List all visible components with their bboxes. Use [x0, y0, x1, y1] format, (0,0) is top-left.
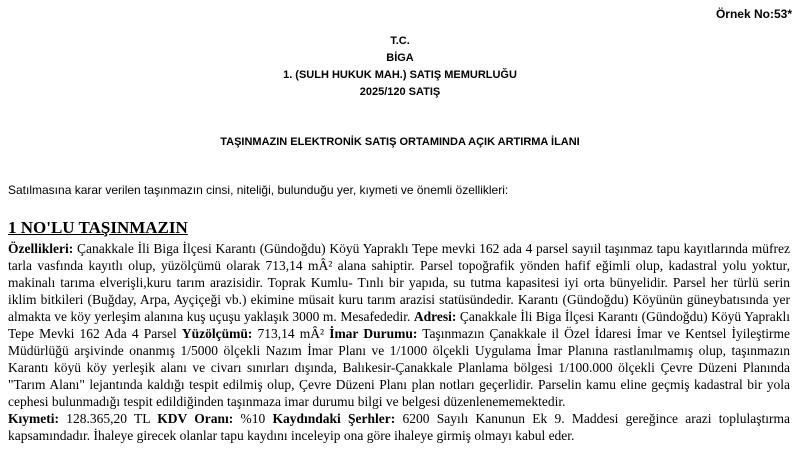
area-label: Yüzölçümü:: [181, 326, 253, 341]
intro-text: Satılmasına karar verilen taşınmazın cinsi, niteliği, bulunduğu yer, kıymeti ve önemli özellikleri:: [8, 183, 509, 197]
document-header: [0, 33, 800, 101]
header-line-office: 1. (SULH HUKUK MAH.) SATIŞ MEMURLUĞU: [283, 69, 517, 81]
features-text: Çanakkale İli Biga İlçesi Karantı (Gündoğdu) Köyü Yapraklı Tepe mevki 162 ada 4 parsel sayıil taşınmaz tapu kayıtlarında müfrez tarla vasfında kayıtlı olup, yüzölçümü olarak 713,14 mÂ² alana sahiptir. Parsel topoğrafik yönden hafif eğimli olup, kadastral yolu yoktur, makinalı tarıma elverişli,kuru tarım arazisidir. Toprak Kumlu- Tınlı bir yapıda, su tutma kapasitesi iyi orta bünyelidir. Parsel her türlü serin iklim bitkileri (Buğday, Arpa, Ayçiçeği vb.) ekimine müsait kuru tarım arazisi statüsündedir. Karantı (Gündoğdu) Köyünün güneybatısında yer almakta ve köy yerleşim alanına kuş uçuşu yaklaşık 3000 m. Mesafededir.: [8, 241, 790, 324]
header-line-district: BİGA: [386, 52, 414, 64]
registry-notes-text: 6200 Sayılı Kanunun Ek 9. Maddesi gereğince arazi toplulaştırma kapsamındadır. İhaleye girecek olanlar tapu kaydını inceleyip ona göre ihaleye girmiş olmayı kabul eder.: [8, 411, 791, 443]
announcement-title: TAŞINMAZIN ELEKTRONİK SATIŞ ORTAMINDA AÇIK ARTIRMA İLANI: [220, 136, 580, 148]
vat-text: %10: [233, 411, 273, 426]
header-line-file-number: 2025/120 SATIŞ: [359, 86, 441, 98]
zoning-text: Taşınmazın Çanakkale il Özel İdaresi İmar ve Kentsel İyileştirme Müdürlüğü arşivinde onanmış 1/5000 ölçekli Nazım İmar Planı ve 1/1000 ölçekli Uygulama İmar Planına rastlanılmamış olup, taşınmazın Karantı köyü köy yerleşik alanı ve civarı sınırları dışında, Balıkesir-Çanakkale Planlama bölgesi 1/100.000 ölçekli Çevre Düzeni Planında "Tarım Alanı" lejantında kaldığı tespit edilmiş olup, Çevre Düzeni Planı plan notları geçerlidir. Parselin kamu eline geçmiş kadastral bir yola cephesi bulunmadığı tespit edildiğinden taşınmaza imar durumu bilgi ve belgesi düzenlenememektedir.: [8, 326, 790, 409]
vat-label: KDV Oranı:: [157, 411, 234, 426]
address-label: Adresi:: [413, 309, 457, 324]
header-line-country: T.C.: [390, 35, 410, 47]
features-label: Özellikleri:: [8, 241, 74, 256]
area-text: 713,14 mÂ²: [252, 326, 330, 341]
example-number: Örnek No:53*: [715, 7, 792, 21]
value-label: Kıymeti:: [8, 411, 59, 426]
zoning-label: İmar Durumu:: [329, 326, 418, 341]
property-details: [8, 240, 790, 444]
value-text: 128.365,20 TL: [58, 411, 158, 426]
address-text: Çanakkale İli Biga İlçesi Karantı (Gündoğdu) Köyü Yapraklı Tepe Mevki 162 Ada 4 Parsel: [8, 309, 790, 341]
property-section-title: 1 NO'LU TAŞINMAZIN: [8, 218, 188, 237]
registry-notes-label: Kaydındaki Şerhler:: [272, 411, 396, 426]
